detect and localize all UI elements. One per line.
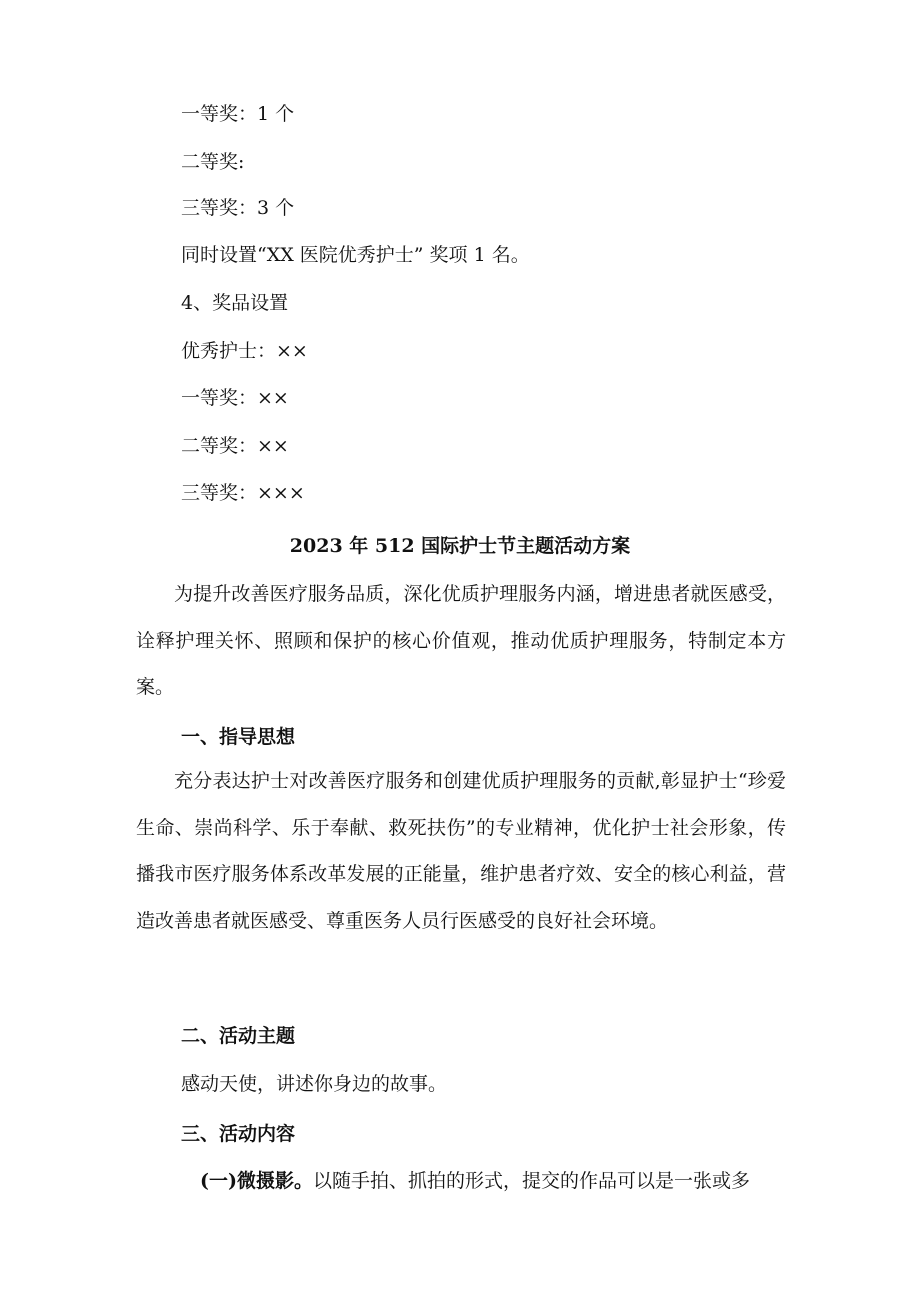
section3-item1-label: (一)微摄影。 xyxy=(200,1170,313,1192)
section2-heading: 二、活动主题 xyxy=(181,1025,296,1047)
document-title: 2023 年 512 国际护士节主题活动方案 xyxy=(289,535,631,557)
award-nurse: 同时设置“XX 医院优秀护士” 奖项 1 名。 xyxy=(181,244,530,266)
prize-second: 二等奖：×× xyxy=(181,435,289,457)
prizes-heading: 4、奖品设置 xyxy=(181,292,289,314)
prize-first: 一等奖：×× xyxy=(181,387,289,409)
section2-body: 感动天使，讲述你身边的故事。 xyxy=(181,1073,448,1095)
prize-nurse: 优秀护士：×× xyxy=(181,340,308,362)
award-first: 一等奖：1 个 xyxy=(181,103,295,125)
section3-item1-text: 以随手拍、抓拍的形式，提交的作品可以是一张或多 xyxy=(312,1170,750,1192)
intro-paragraph: 为提升改善医疗服务品质，深化优质护理服务内涵，增进患者就医感受，诠释护理关怀、照顾和保护的核心价值观，推动优质护理服务，特制定本方案。 xyxy=(136,583,786,698)
award-third: 三等奖：3 个 xyxy=(181,197,295,219)
award-second: 二等奖: xyxy=(181,151,245,173)
prize-third: 三等奖：××× xyxy=(181,482,305,504)
section1-heading: 一、指导思想 xyxy=(181,726,296,748)
section3-item1 xyxy=(200,1167,750,1195)
section3-heading: 三、活动内容 xyxy=(181,1123,296,1145)
section1-body: 充分表达护士对改善医疗服务和创建优质护理服务的贡献,彰显护士“珍爱生命、崇尚科学、乐于奉献、救死扶伤”的专业精神，优化护士社会形象，传播我市医疗服务体系改革发展的正能量，维护患者疗效、安全的核心利益，营造改善患者就医感受、尊重医务人员行医感受的良好社会环境。 xyxy=(136,770,786,932)
